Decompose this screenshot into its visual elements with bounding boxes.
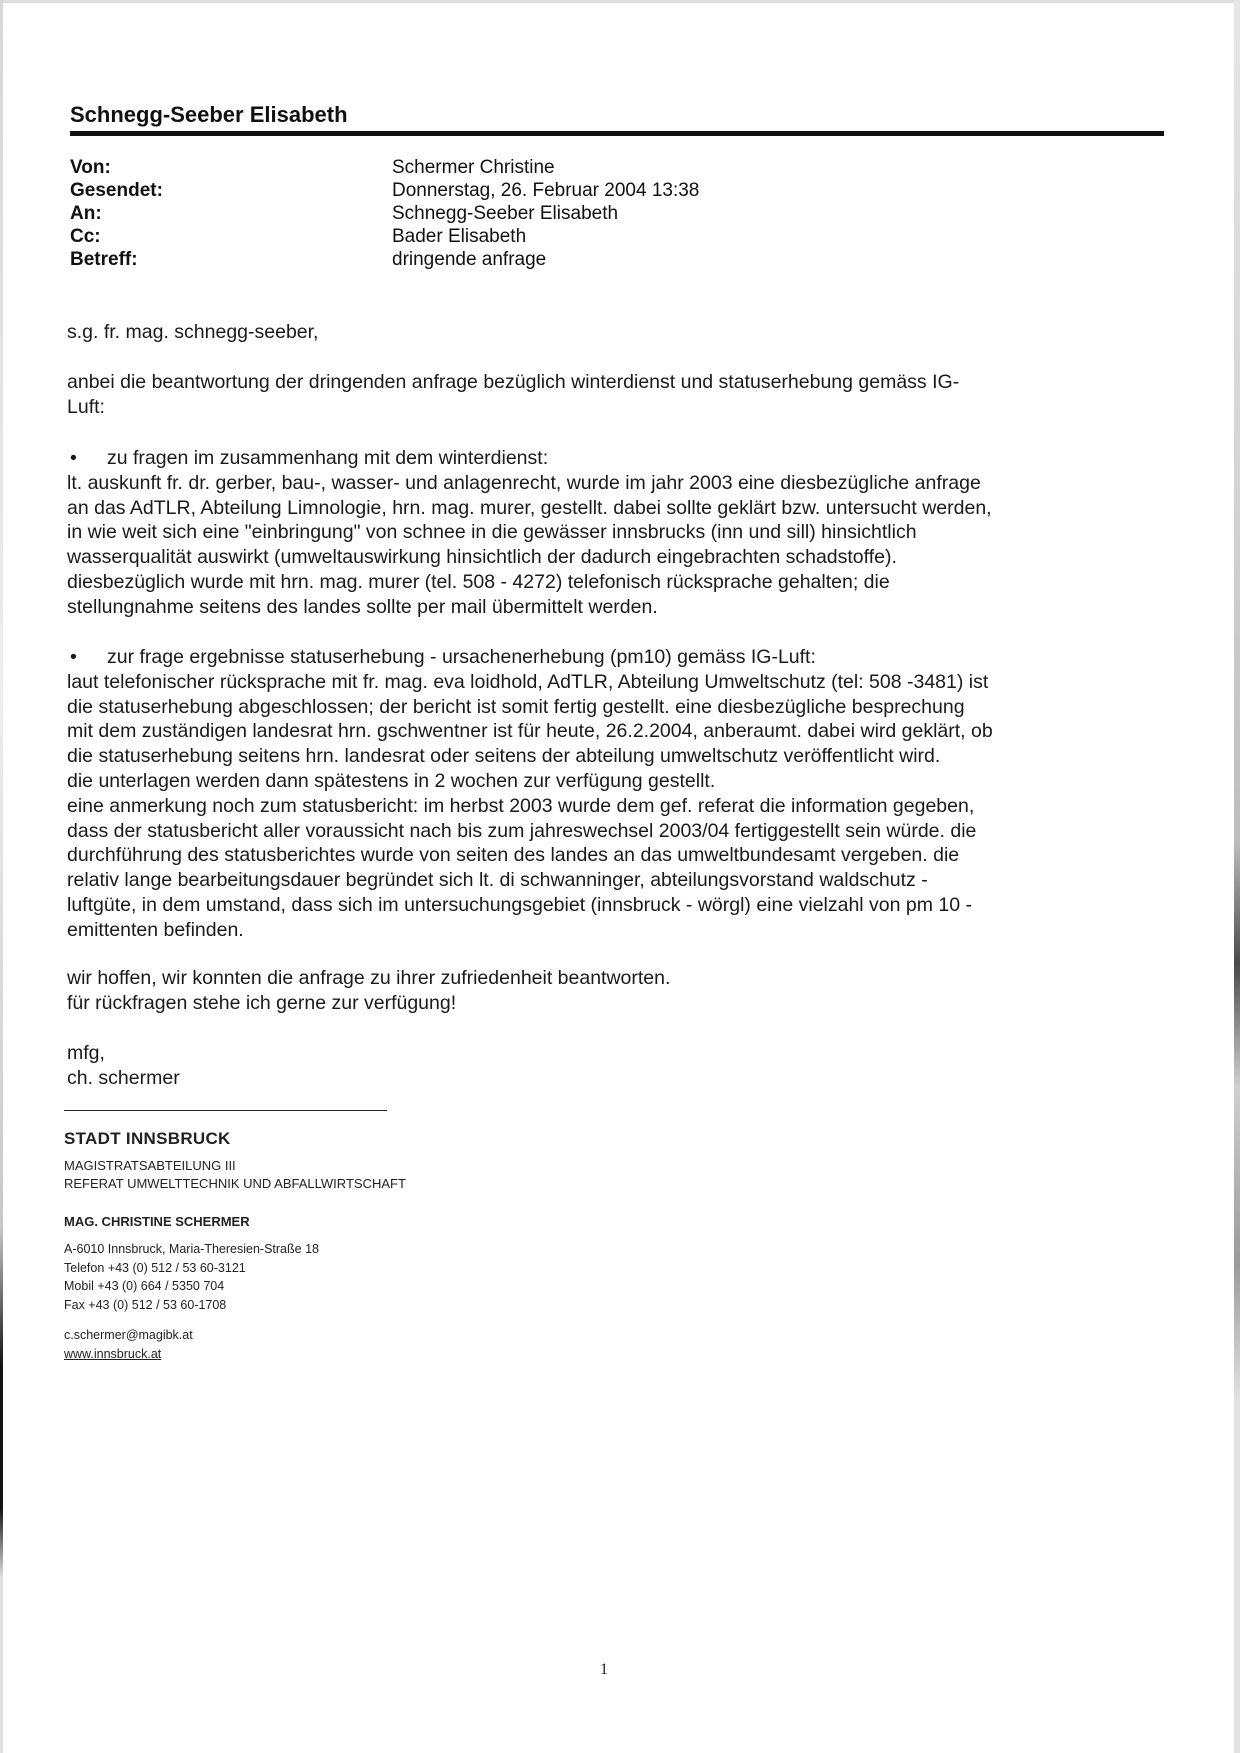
paragraph-line: diesbezüglich wurde mit hrn. mag. murer (tel. 508 - 4272) telefonisch rücksprache gehalten; die [67, 570, 890, 593]
scan-edge-left [0, 0, 3, 1753]
header-row-from [70, 156, 970, 179]
email-address: c.schermer@magibk.at [64, 1328, 193, 1342]
bullet-icon: • [70, 646, 77, 668]
closing-line: wir hoffen, wir konnten die anfrage zu ihrer zufriedenheit beantworten. [67, 967, 671, 989]
paragraph-line: dass der statusbericht aller voraussicht nach bis zum jahreswechsel 2003/04 fertiggestellt sein würde. die [67, 819, 977, 842]
section-title-winterdienst [67, 446, 1167, 471]
paragraph-line: stellungnahme seitens des landes sollte per mail übermittelt werden. [67, 595, 658, 618]
section-title-statuserhebung [67, 645, 1167, 670]
page-number: 1 [600, 1661, 608, 1678]
signature-contact [64, 1240, 319, 1314]
paragraph-line: die statuserhebung abgeschlossen; der bericht ist somit fertig gestellt. eine diesbezügliche besprechung [67, 695, 965, 718]
scan-edge-top [0, 0, 1240, 3]
from-label: Von: [70, 157, 111, 178]
signoff [67, 1041, 1167, 1091]
bullet-icon: • [70, 447, 77, 469]
cc-value: Bader Elisabeth [392, 226, 527, 247]
paragraph-line: lt. auskunft fr. dr. gerber, bau-, wasser- und anlagenrecht, wurde im jahr 2003 eine diesbezügliche anfrage [67, 471, 981, 494]
paragraph-line: emittenten befinden. [67, 918, 244, 941]
header-row-cc [70, 225, 970, 248]
greeting-line: s.g. fr. mag. schnegg-seeber, [67, 321, 319, 343]
paragraph-line: in wie weit sich eine "einbringung" von schnee in die gewässer innsbrucks (inn und sill) hinsichtlich [67, 521, 917, 544]
paragraph-line: die statuserhebung seitens hrn. landesrat oder seitens der abteilung umweltschutz veröffentlicht wird. [67, 745, 941, 768]
to-label: An: [70, 203, 102, 224]
paragraph-line: an das AdTLR, Abteilung Limnologie, hrn. mag. murer, gestellt. dabei sollte geklärt bzw. untersucht werden, [67, 496, 992, 519]
intro-line: Luft: [67, 395, 105, 418]
paragraph-line: die unterlagen werden dann spätestens in 2 wochen zur verfügung gestellt. [67, 769, 716, 792]
paragraph-line: wasserqualität auswirkt (umweltauswirkung hinsichtlich der dadurch eingebrachten schadstoffe). [67, 546, 897, 569]
closing-paragraph [67, 966, 1167, 1016]
phone-line: Telefon +43 (0) 512 / 53 60-3121 [64, 1260, 246, 1275]
email-header [70, 156, 970, 271]
subject-value: dringende anfrage [392, 249, 547, 270]
paragraph-line: eine anmerkung noch zum statusbericht: im herbst 2003 wurde dem gef. referat die information gegeben, [67, 794, 975, 817]
cc-label: Cc: [70, 226, 101, 247]
signature-links [64, 1326, 193, 1363]
header-row-to [70, 202, 970, 225]
website-link[interactable]: www.innsbruck.at [64, 1346, 162, 1361]
greeting [67, 320, 1167, 345]
section-winterdienst [67, 446, 1167, 620]
to-value: Schnegg-Seeber Elisabeth [392, 203, 619, 224]
signature-divider [64, 1110, 387, 1111]
signoff-line: mfg, [67, 1042, 105, 1064]
sent-value: Donnerstag, 26. Februar 2004 13:38 [392, 180, 700, 201]
fax-line: Fax +43 (0) 512 / 53 60-1708 [64, 1297, 227, 1312]
intro-line: anbei die beantwortung der dringenden anfrage bezüglich winterdienst und statuserhebung gemäss IG- [67, 371, 960, 393]
paragraph-line: laut telefonischer rücksprache mit fr. mag. eva loidhold, AdTLR, Abteilung Umweltschutz (tel: 508 -3481) ist [67, 670, 989, 693]
subject-label: Betreff: [70, 249, 138, 270]
mail-owner-title: Schnegg-Seeber Elisabeth [70, 102, 348, 127]
section-statuserhebung [67, 645, 1167, 943]
mobile-line: Mobil +43 (0) 664 / 5350 704 [64, 1279, 225, 1293]
department-line: MAGISTRATSABTEILUNG III [64, 1158, 236, 1173]
section-title-text: zu fragen im zusammenhang mit dem winterdienst: [107, 447, 549, 469]
signoff-name: ch. schermer [67, 1066, 180, 1089]
section-title-text: zur frage ergebnisse statuserhebung - ursachenerhebung (pm10) gemäss IG-Luft: [107, 646, 816, 668]
paragraph-line: relativ lange bearbeitungsdauer begründet sich lt. di schwanninger, abteilungsvorstand waldschutz - [67, 869, 928, 892]
address-line: A-6010 Innsbruck, Maria-Theresien-Straße 18 [64, 1242, 319, 1256]
header-row-sent [70, 179, 970, 202]
intro-paragraph [67, 370, 1167, 420]
title-rule [70, 131, 1164, 136]
signature-department [64, 1157, 406, 1193]
paragraph-line: mit dem zuständigen landesrat hrn. gschwentner ist für heute, 26.2.2004, anberaumt. dabei wird geklärt, ob [67, 720, 993, 743]
closing-line: für rückfragen stehe ich gerne zur verfügung! [67, 991, 457, 1014]
paragraph-line: durchführung des statusberichtes wurde von seiten des landes an das umweltbundesamt vergeben. die [67, 844, 960, 867]
paragraph-line: luftgüte, in dem umstand, dass sich im untersuchungsgebiet (innsbruck - wörgl) eine vielzahl von pm 10 - [67, 893, 973, 916]
signature-name: MAG. CHRISTINE SCHERMER [64, 1214, 250, 1229]
sent-label: Gesendet: [70, 180, 163, 201]
header-row-subject [70, 248, 970, 271]
from-value: Schermer Christine [392, 157, 555, 178]
department-line: REFERAT UMWELTTECHNIK UND ABFALLWIRTSCHAFT [64, 1176, 406, 1191]
signature-city: STADT INNSBRUCK [64, 1129, 231, 1148]
scan-edge-right [1234, 0, 1240, 1753]
